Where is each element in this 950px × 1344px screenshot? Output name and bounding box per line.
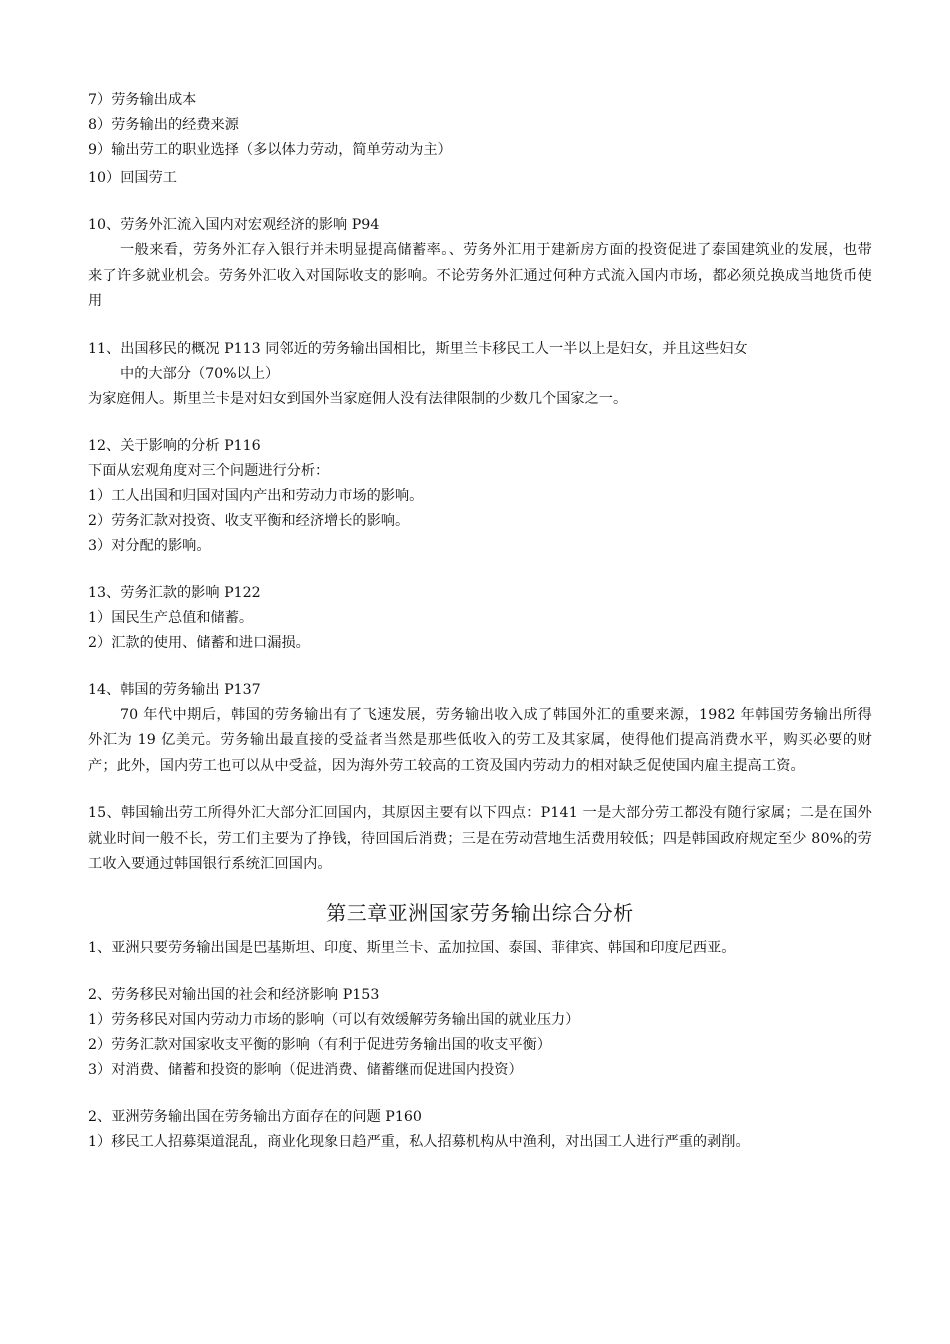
section-11-continuation: 中的大部分（70%以上）	[120, 365, 280, 382]
document-page	[88, 88, 872, 1155]
list-item: 9）输出劳工的职业选择（多以体力劳动，简单劳动为主）	[88, 142, 452, 158]
list-item: 10）回国劳工	[88, 170, 177, 186]
list-item: 1）国民生产总值和储蓄。	[88, 609, 254, 626]
list-item: 3）对消费、储蓄和投资的影响（促进消费、储蓄继而促进国内投资）	[88, 1061, 523, 1078]
list-item: 1）工人出国和归国对国内产出和劳动力市场的影响。	[88, 487, 424, 504]
section-body-15: 15、韩国输出劳工所得外汇大部分汇回国内，其原因主要有以下四点：P141 一是大部分劳工都没有随行家属；二是在国外就业时间一般不长，劳工们主要为了挣钱，待回国后消费；三是在劳动营地生活费用较低；四是韩国政府规定至少 80%的劳工收入要通过韩国银行系统汇回国内。	[88, 805, 872, 872]
section-body-10: 一般来看，劳务外汇存入银行并未明显提高储蓄率。、劳务外汇用于建新房方面的投资促进了泰国建筑业的发展，也带来了许多就业机会。劳务外汇收入对国际收支的影响。不论劳务外汇通过何种方式流入国内市场，都必须兑换成当地货币使用	[88, 242, 872, 309]
section-body-14: 70 年代中期后，韩国的劳务输出有了飞速发展，劳务输出收入成了韩国外汇的重要来源，1982 年韩国劳务输出所得外汇为 19 亿美元。劳务输出最直接的受益者当然是那些低收入的劳工及其家属，使得他们提高消费水平，购买必要的财产；此外，国内劳工也可以从中受益，因为海外劳工较高的工资及国内劳动力的相对缺乏促使国内雇主提高工资。	[88, 706, 872, 774]
list-item: 1）移民工人招募渠道混乱，商业化现象日趋严重，私人招募机构从中渔利，对出国工人进行严重的剥削。	[88, 1133, 750, 1150]
list-item: 3）对分配的影响。	[88, 537, 211, 554]
section-heading-10: 10、劳务外汇流入国内对宏观经济的影响 P94	[88, 217, 380, 233]
section-heading-12: 12、关于影响的分析 P116	[88, 437, 261, 454]
list-item: 1）劳务移民对国内劳动力市场的影响（可以有效缓解劳务输出国的就业压力）	[88, 1011, 580, 1028]
section-12-intro: 下面从宏观角度对三个问题进行分析：	[88, 462, 330, 479]
list-item: 8）劳务输出的经费来源	[88, 117, 239, 133]
section-heading-14: 14、韩国的劳务输出 P137	[88, 681, 261, 698]
section-11-body: 为家庭佣人。斯里兰卡是对妇女到国外当家庭佣人没有法律限制的少数几个国家之一。	[88, 390, 628, 407]
section-heading-13: 13、劳务汇款的影响 P122	[88, 584, 261, 601]
list-item: 7）劳务输出成本	[88, 92, 197, 108]
chapter-title: 第三章亚洲国家劳务输出综合分析	[326, 900, 634, 925]
section-heading-2a: 2、劳务移民对输出国的社会和经济影响 P153	[88, 986, 380, 1003]
list-item: 2）劳务汇款对投资、收支平衡和经济增长的影响。	[88, 512, 410, 529]
list-item: 2）汇款的使用、储蓄和进口漏损。	[88, 634, 310, 651]
chapter-paragraph-1: 1、亚洲只要劳务输出国是巴基斯坦、印度、斯里兰卡、孟加拉国、泰国、菲律宾、韩国和印度尼西亚。	[88, 939, 736, 956]
section-heading-2b: 2、亚洲劳务输出国在劳务输出方面存在的问题 P160	[88, 1108, 422, 1125]
list-item: 2）劳务汇款对国家收支平衡的影响（有利于促进劳务输出国的收支平衡）	[88, 1036, 552, 1053]
section-heading-11: 11、出国移民的概况 P113 同邻近的劳务输出国相比，斯里兰卡移民工人一半以上是妇女，并且这些妇女	[88, 340, 748, 357]
